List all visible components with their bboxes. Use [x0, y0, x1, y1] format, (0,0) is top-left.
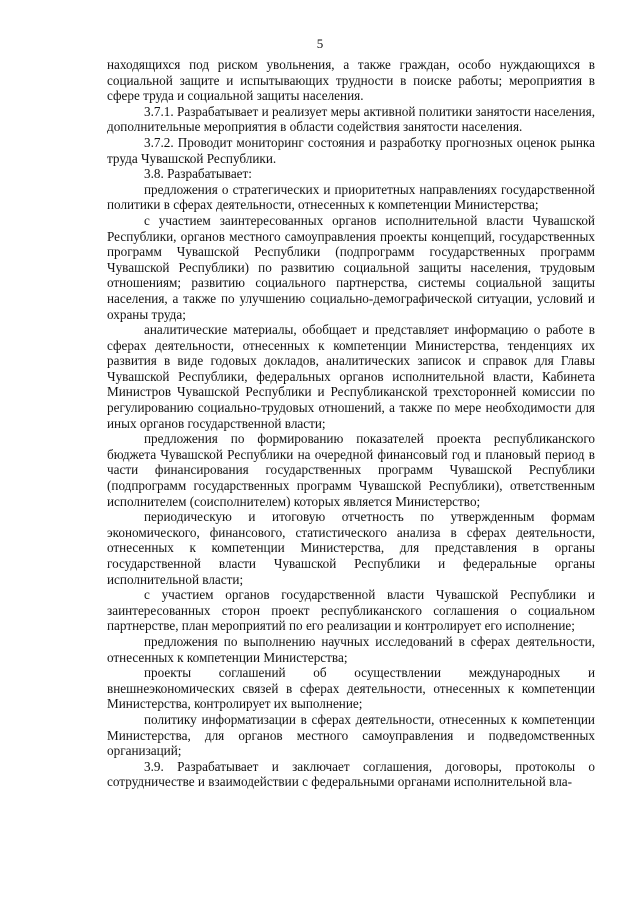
paragraph-3-7-1: 3.7.1. Разрабатывает и реализует меры активной политики занятости населения, дополнительные мероприятия в области содействия занятости населения. [107, 103, 595, 135]
paragraph-3-8-item-strategic-proposals: предложения о стратегических и приоритетных направлениях государственной политики в сферах деятельности, отнесенных к компетенции Министерства; [107, 181, 595, 213]
paragraph-3-8-item-research: предложения по выполнению научных исследований в сферах деятельности, отнесенных к компетенции Министерства; [107, 633, 595, 665]
paragraph-3-8-item-reporting: периодическую и итоговую отчетность по утвержденным формам экономического, финансового, статистического анализа в сферах деятельности, отнесенных к компетенции Министерства, для представления в органы государственной власти Чувашской Республики и федеральные органы исполнительной власти; [107, 509, 595, 587]
paragraph-3-8-item-budget-proposals: предложения по формированию показателей проекта республиканского бюджета Чувашской Республики на очередной финансовый год и плановый период в части финансирования государственных программ Чувашской Республики (подпрограмм государственных программ Чувашской Республики), ответственным исполнителем (соисполнителем) которых является Министерство; [107, 431, 595, 509]
paragraph-3-8-item-analytical-materials: аналитические материалы, обобщает и представляет информацию о работе в сферах деятельности, отнесенных к компетенции Министерства, тенденциях их развития в виде годовых докладов, аналитических записок и справок для Главы Чувашской Республики, федеральных органов исполнительной власти, Кабинета Министров Чувашской Республики и Республиканской трехсторонней комиссии по регулированию социально-трудовых отношений, а также по мере необходимости для иных органов государственной власти; [107, 322, 595, 431]
paragraph-continuation: находящихся под риском увольнения, а также граждан, особо нуждающихся в социальной защите и испытывающих трудности в поиске работы; мероприятия в сфере труда и социальной защиты населения. [107, 57, 595, 104]
paragraph-3-8-heading: 3.8. Разрабатывает: [144, 166, 252, 182]
page-number: 5 [316, 36, 324, 51]
paragraph-3-8-item-concepts-programs: с участием заинтересованных органов исполнительной власти Чувашской Республики, органов местного самоуправления проекты концепций, государственных программ Чувашской Республики (подпрограмм государственных программ Чувашской Республики) по развитию социальной защиты населения, трудовым отношениям; развитию социального партнерства, системы социальной защиты населения, а также по улучшению социально-демографической ситуации, условий и охраны труда; [107, 212, 595, 322]
paragraph-3-8-item-social-partnership: с участием органов государственной власти Чувашской Республики и заинтересованных сторон проект республиканского соглашения о социальном партнерстве, план мероприятий по его реализации и контролирует его исполнение; [107, 587, 595, 634]
paragraph-3-7-2: 3.7.2. Проводит мониторинг состояния и разработку прогнозных оценок рынка труда Чувашской Республики. [107, 134, 595, 166]
page-body [107, 57, 595, 790]
paragraph-3-8-item-informatization: политику информатизации в сферах деятельности, отнесенных к компетенции Министерства, для органов местного самоуправления и подведомственных организаций; [107, 711, 595, 759]
paragraph-3-9: 3.9. Разрабатывает и заключает соглашения, договоры, протоколы о сотрудничестве и взаимодействии с федеральными органами исполнительной вла- [107, 758, 595, 790]
paragraph-3-8-item-international-agreements: проекты соглашений об осуществлении международных и внешнеэкономических связей в сферах деятельности, отнесенных к компетенции Министерства, контролирует их выполнение; [107, 665, 595, 712]
